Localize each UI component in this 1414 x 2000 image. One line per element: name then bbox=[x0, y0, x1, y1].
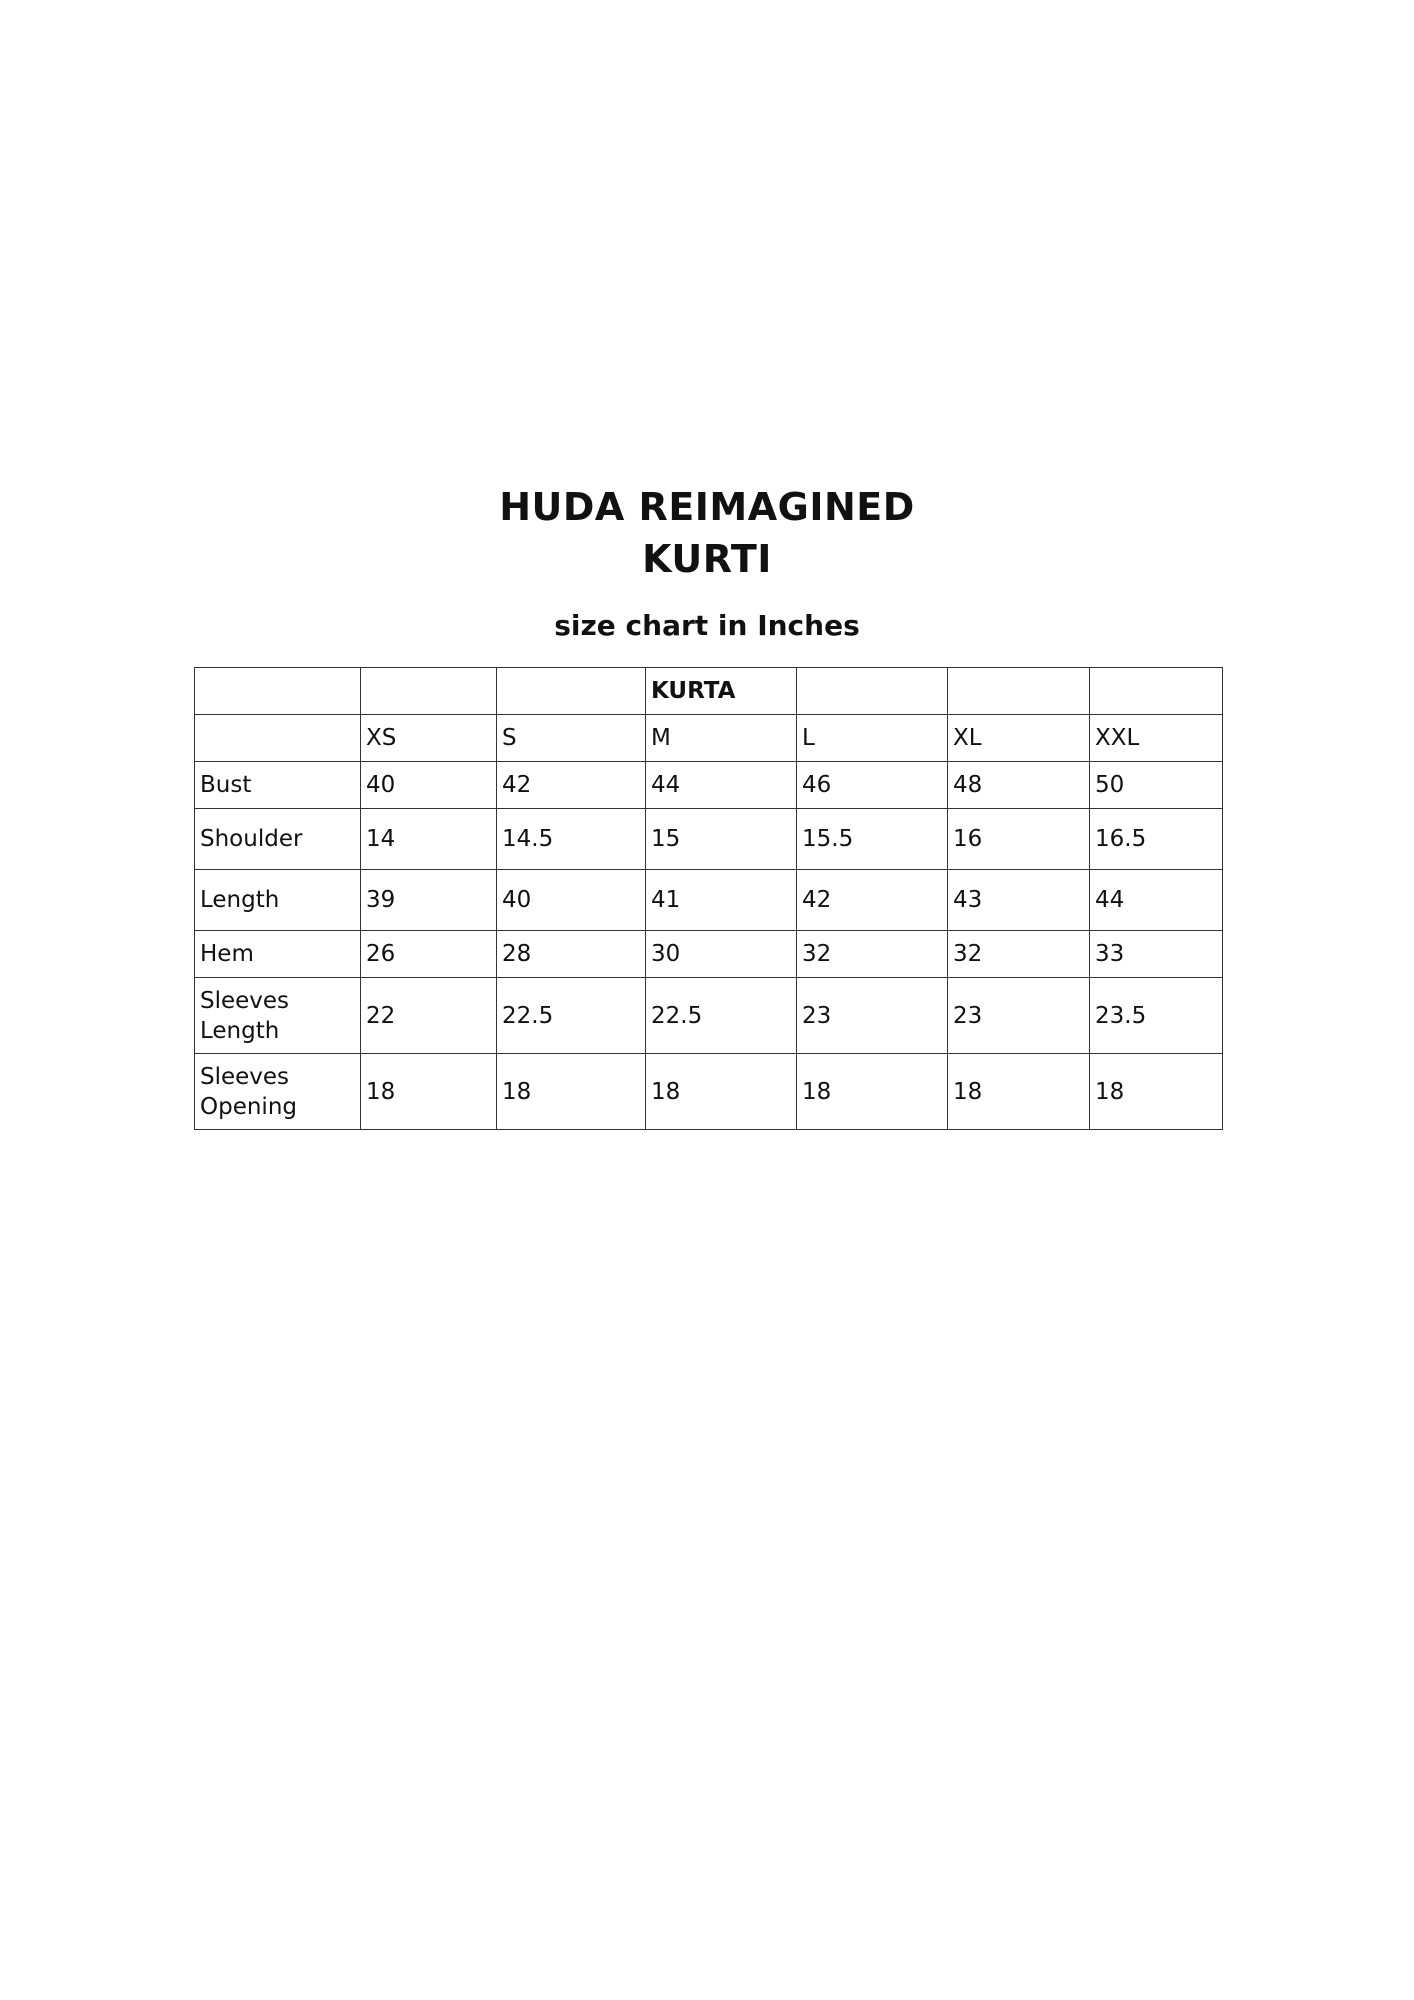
table-row-sleeves-opening bbox=[195, 1054, 1223, 1130]
table-size-header-row bbox=[195, 715, 1223, 762]
table-cell: 23 bbox=[948, 978, 1090, 1054]
table-group-header: KURTA bbox=[646, 668, 797, 715]
table-cell: 23 bbox=[797, 978, 948, 1054]
document-subtitle: size chart in Inches bbox=[554, 609, 860, 642]
table-cell: 22.5 bbox=[497, 978, 646, 1054]
row-label-line: Length bbox=[200, 1017, 280, 1044]
table-row-length bbox=[195, 870, 1223, 931]
table-cell: 18 bbox=[646, 1054, 797, 1130]
size-header-m: M bbox=[646, 715, 797, 762]
row-label-line: Opening bbox=[200, 1093, 297, 1120]
row-label-length: Length bbox=[195, 870, 361, 931]
table-cell-empty bbox=[497, 668, 646, 715]
table-cell: 18 bbox=[497, 1054, 646, 1130]
table-row-sleeves-length bbox=[195, 978, 1223, 1054]
size-header-l: L bbox=[797, 715, 948, 762]
table-cell: 26 bbox=[361, 931, 497, 978]
table-cell-empty bbox=[1090, 668, 1223, 715]
table-row-bust bbox=[195, 762, 1223, 809]
table-cell: 48 bbox=[948, 762, 1090, 809]
row-label-sleeves-length bbox=[195, 978, 361, 1054]
table-row-shoulder bbox=[195, 809, 1223, 870]
size-header-xl: XL bbox=[948, 715, 1090, 762]
table-cell: 22.5 bbox=[646, 978, 797, 1054]
row-label-sleeves-opening bbox=[195, 1054, 361, 1130]
table-cell: 32 bbox=[797, 931, 948, 978]
row-label-bust: Bust bbox=[195, 762, 361, 809]
table-cell: 28 bbox=[497, 931, 646, 978]
table-cell: 18 bbox=[797, 1054, 948, 1130]
row-label-line: Sleeves bbox=[200, 1063, 290, 1090]
table-group-header-row bbox=[195, 668, 1223, 715]
table-cell-empty bbox=[797, 668, 948, 715]
row-label-shoulder: Shoulder bbox=[195, 809, 361, 870]
table-cell-empty bbox=[948, 668, 1090, 715]
table-cell: 18 bbox=[1090, 1054, 1223, 1130]
table-cell: 42 bbox=[497, 762, 646, 809]
table-cell: 18 bbox=[948, 1054, 1090, 1130]
row-label-line: Sleeves bbox=[200, 987, 290, 1014]
table-cell: 30 bbox=[646, 931, 797, 978]
table-cell-empty bbox=[195, 715, 361, 762]
table-cell: 43 bbox=[948, 870, 1090, 931]
table-cell: 41 bbox=[646, 870, 797, 931]
table-cell: 42 bbox=[797, 870, 948, 931]
table-cell: 23.5 bbox=[1090, 978, 1223, 1054]
table-cell: 22 bbox=[361, 978, 497, 1054]
table-cell: 32 bbox=[948, 931, 1090, 978]
size-header-xxl: XXL bbox=[1090, 715, 1223, 762]
table-cell: 44 bbox=[1090, 870, 1223, 931]
size-header-xs: XS bbox=[361, 715, 497, 762]
table-cell: 14.5 bbox=[497, 809, 646, 870]
table-cell-empty bbox=[195, 668, 361, 715]
table-cell: 15.5 bbox=[797, 809, 948, 870]
table-cell: 50 bbox=[1090, 762, 1223, 809]
table-cell: 46 bbox=[797, 762, 948, 809]
table-cell: 16 bbox=[948, 809, 1090, 870]
document-title-product: KURTI bbox=[642, 537, 772, 581]
size-header-s: S bbox=[497, 715, 646, 762]
table-cell: 44 bbox=[646, 762, 797, 809]
table-cell: 16.5 bbox=[1090, 809, 1223, 870]
table-cell: 40 bbox=[361, 762, 497, 809]
size-chart-table bbox=[194, 667, 1223, 1130]
table-cell: 14 bbox=[361, 809, 497, 870]
table-row-hem bbox=[195, 931, 1223, 978]
table-cell-empty bbox=[361, 668, 497, 715]
document-title: HUDA REIMAGINED bbox=[499, 485, 915, 529]
table-cell: 39 bbox=[361, 870, 497, 931]
row-label-hem: Hem bbox=[195, 931, 361, 978]
table-cell: 33 bbox=[1090, 931, 1223, 978]
table-cell: 15 bbox=[646, 809, 797, 870]
table-cell: 40 bbox=[497, 870, 646, 931]
table-cell: 18 bbox=[361, 1054, 497, 1130]
